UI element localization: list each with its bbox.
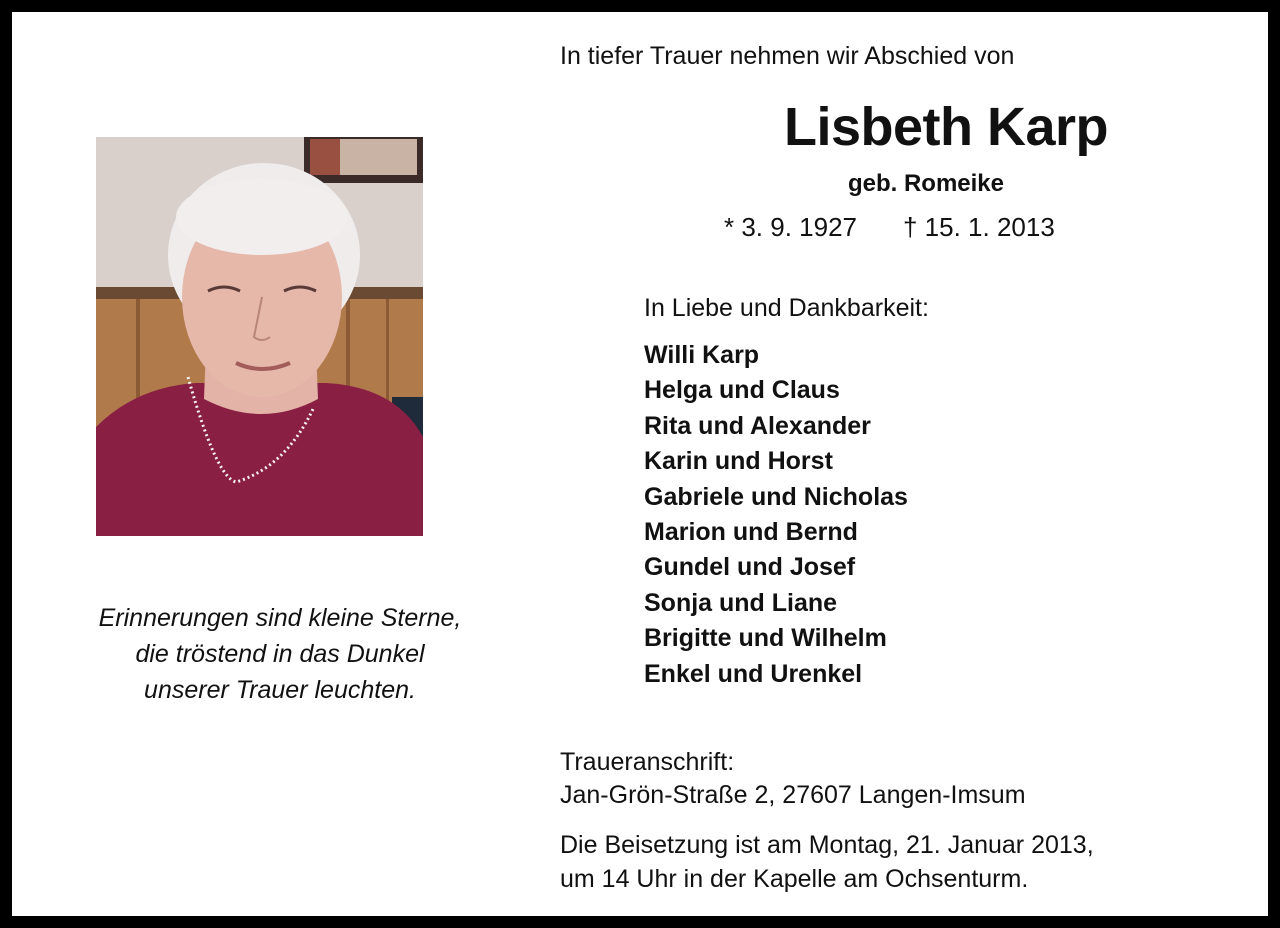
family-member: Willi Karp	[644, 341, 760, 369]
quote-line: Erinnerungen sind kleine Sterne,	[98, 604, 462, 632]
family-member: Marion und Bernd	[644, 517, 858, 546]
birth-date: * 3. 9. 1927	[724, 212, 857, 242]
family-member: Helga und Claus	[644, 376, 840, 405]
deceased-name: Lisbeth Karp	[783, 97, 1108, 157]
quote-line: unserer Trauer leuchten.	[144, 676, 416, 704]
maiden-name: geb. Romeike	[847, 170, 1004, 197]
family-member: Karin und Horst	[644, 447, 833, 476]
family-member: Gabriele und Nicholas	[644, 482, 908, 511]
funeral-line: um 14 Uhr in der Kapelle am Ochsenturm.	[560, 865, 1029, 893]
funeral-line: Die Beisetzung ist am Montag, 21. Januar 2013,	[560, 831, 1094, 859]
funeral-info	[560, 828, 1094, 896]
life-dates	[724, 212, 1055, 243]
address: Jan-Grön-Straße 2, 27607 Langen-Imsum	[560, 781, 1026, 809]
family-list	[644, 338, 908, 692]
family-member: Brigitte und Wilhelm	[644, 624, 887, 653]
family-member: Enkel und Urenkel	[644, 659, 863, 688]
quote-line: die tröstend in das Dunkel	[135, 640, 425, 668]
portrait-photo	[96, 137, 423, 536]
death-date: † 15. 1. 2013	[903, 212, 1055, 242]
quote	[52, 600, 508, 708]
family-member: Sonja und Liane	[644, 588, 838, 617]
intro-text: In tiefer Trauer nehmen wir Abschied von	[560, 42, 1015, 70]
address-label: Traueranschrift:	[560, 748, 735, 776]
family-member: Rita und Alexander	[644, 411, 871, 440]
family-intro: In Liebe und Dankbarkeit:	[644, 294, 929, 322]
family-member: Gundel und Josef	[644, 553, 856, 582]
